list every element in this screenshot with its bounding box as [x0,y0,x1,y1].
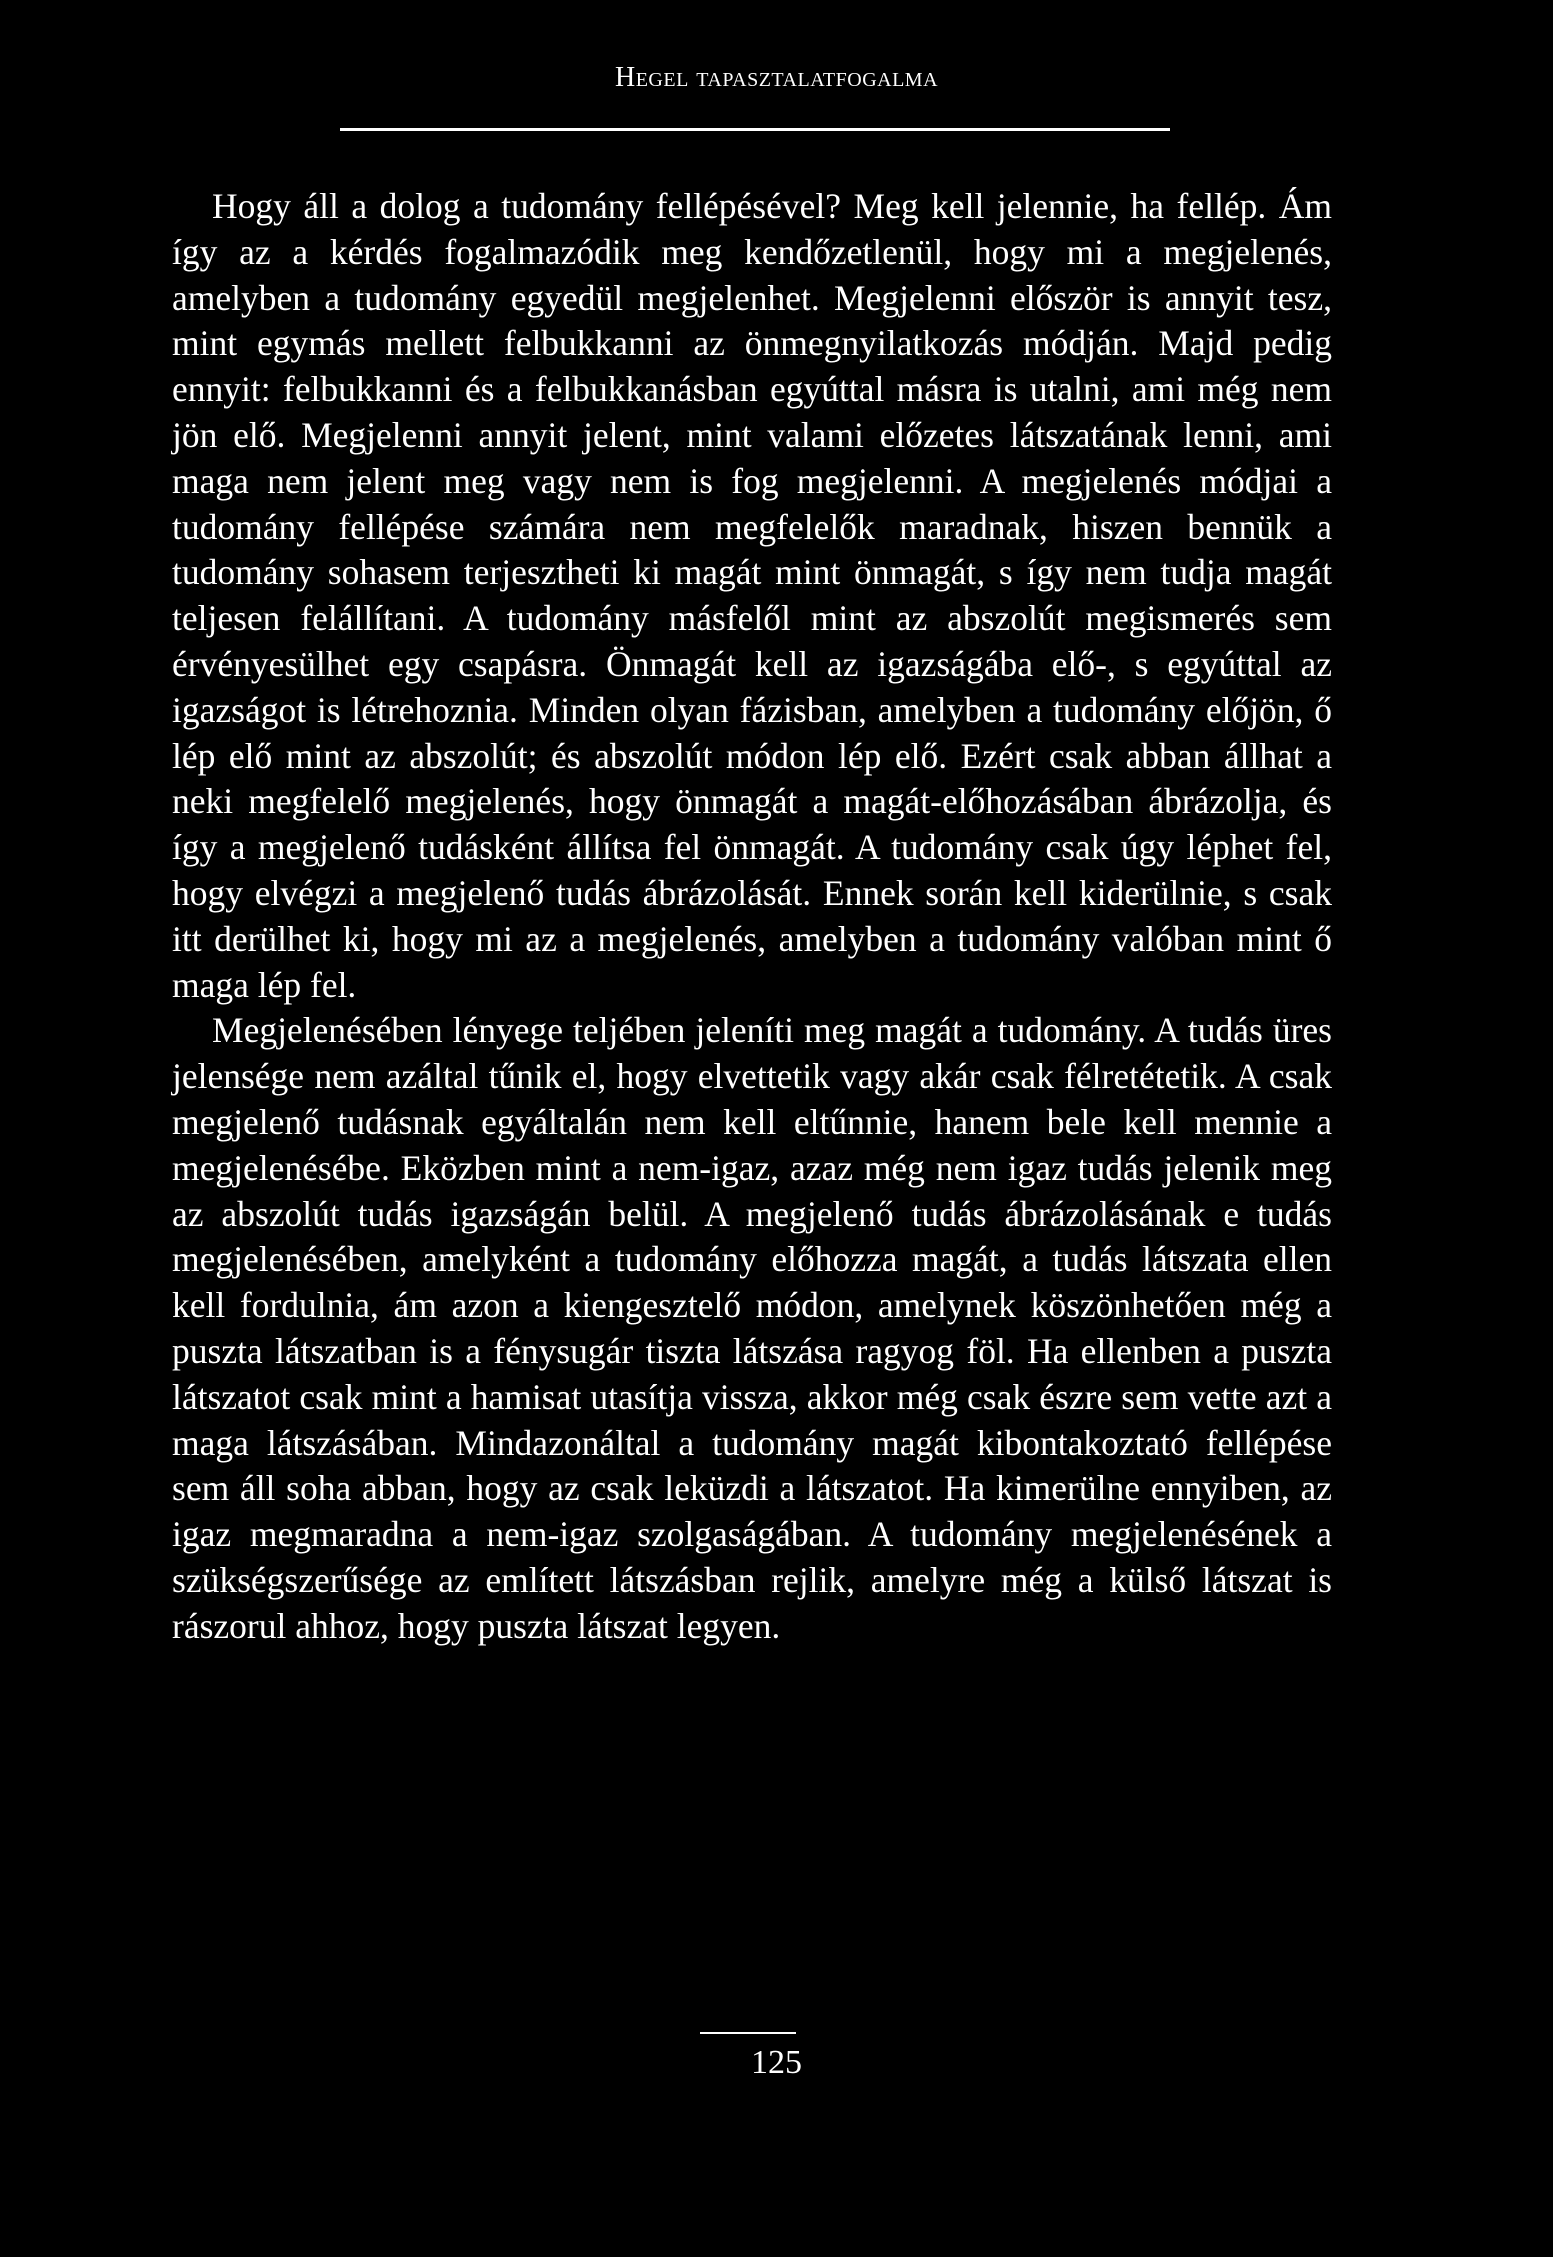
running-header: Hegel tapasztalatfogalma [614,62,939,93]
footer-rule [700,2032,796,2034]
paragraph: Hogy áll a dolog a tudomány fellépésével? Meg kell jelennie, ha fellép. Ám így az a kérdés fogalmazódik meg kendőzetlenül, hogy mi a megjelenés, amelyben a tudomány egyedül megjelenhet. Megjelenni először is annyit tesz, mint egymás mellett felbukkanni az önmegnyilatkozás módján. Majd pedig ennyit: felbukkanni és a felbukkanásban egyúttal másra is utalni, ami még nem jön elő. Megjelenni annyit jelent, mint valami előzetes látszatának lenni, ami maga nem jelent meg vagy nem is fog megjelenni. A megjelenés módjai a tudomány fellépése számára nem megfelelők maradnak, hiszen bennük a tudomány sohasem terjesztheti ki magát mint önmagát, s így nem tudja magát teljesen felállítani. A tudomány másfelől mint az abszolút megismerés sem érvényesülhet egy csapásra. Önmagát kell az igazságába elő-, s egyúttal az igazságot is létrehoznia. Minden olyan fázisban, amelyben a tudomány előjön, ő lép elő mint az abszolút; és abszolút módon lép elő. Ezért csak abban állhat a neki megfelelő megjelenés, hogy önmagát a magát-előhozásában ábrázolja, és így a megjelenő tudásként állítsa fel önmagát. A tudomány csak úgy léphet fel, hogy elvégzi a megjelenő tudás ábrázolását. Ennek során kell kiderülnie, s csak itt derülhet ki, hogy mi az a megjelenés, amelyben a tudomány valóban mint ő maga lép fel. [172,186,1332,1005]
body-text [172,184,1332,1650]
header-rule [340,128,1170,131]
page-number: 125 [751,2044,802,2081]
paragraph: Megjelenésében lényege teljében jeleníti meg magát a tudomány. A tudás üres jelensége nem azáltal tűnik el, hogy elvettetik vagy akár csak félretétetik. A csak megjelenő tudásnak egyáltalán nem kell eltűnnie, hanem bele kell mennie a megjelenésébe. Eközben mint a nem-igaz, azaz még nem igaz tudás jelenik meg az abszolút tudás igazságán belül. A megjelenő tudás ábrázolásának e tudás megjelenésében, amelyként a tudomány előhozza magát, a tudás látszata ellen kell fordulnia, ám azon a kiengesztelő módon, amelynek köszönhetően még a puszta látszatban is a fénysugár tiszta látszása ragyog föl. Ha ellenben a puszta látszatot csak mint a hamisat utasítja vissza, akkor még csak észre sem vette azt a maga látszásában. Mindazonáltal a tudomány magát kibontakoztató fellépése sem áll soha abban, hogy az csak leküzdi a látszatot. Ha kimerülne ennyiben, az igaz megmaradna a nem-igaz szolgaságában. A tudomány megjelenésének a szükségszerűsége az említett látszásban rejlik, amelyre még a külső látszat is rászorul ahhoz, hogy puszta látszat legyen. [172,1010,1332,1646]
